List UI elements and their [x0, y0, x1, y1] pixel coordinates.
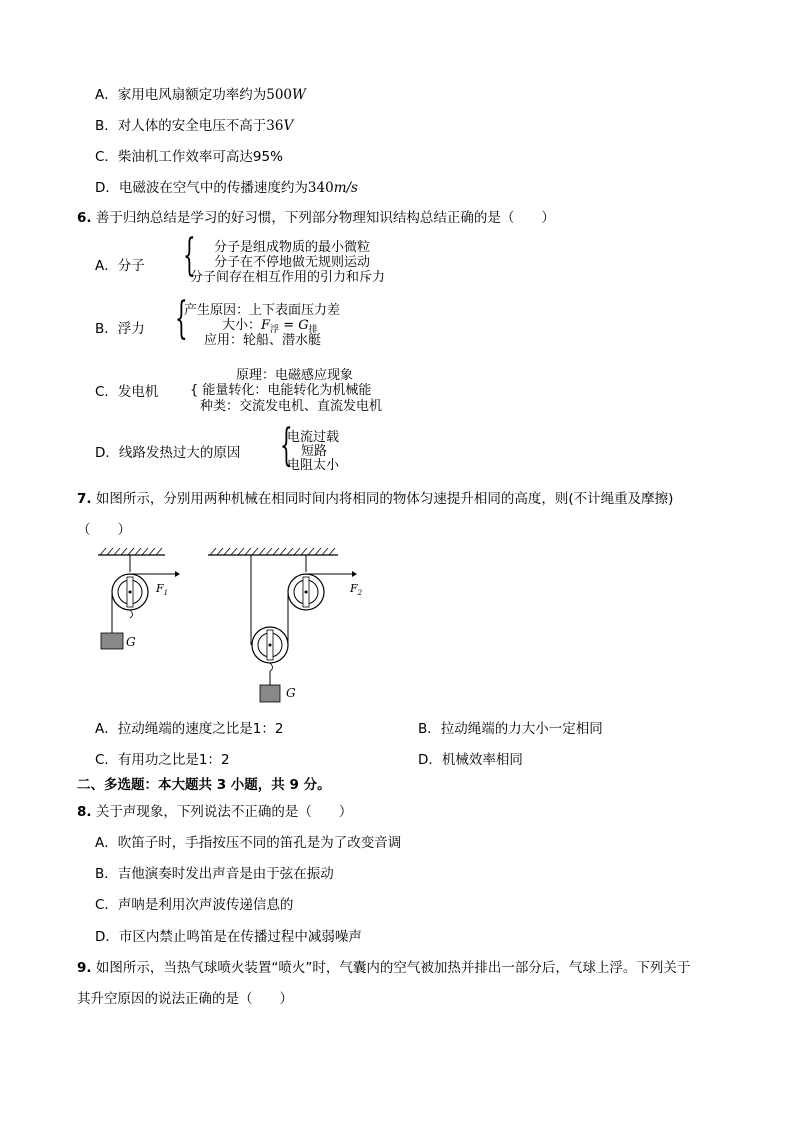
section-multi-choice-heading: 二、多选题：本大题共 3 小题，共 9 分。 [77, 777, 331, 793]
pulley-left-axle [129, 591, 132, 594]
weight-block-right [260, 685, 280, 702]
hook-left [130, 610, 133, 618]
q8-option-b: B．吉他演奏时发出声音是由于弦在振动 [95, 866, 334, 882]
q5-option-b-text: B．对人体的安全电压不高于 [95, 118, 267, 134]
q6-b-g: G [298, 318, 309, 333]
q6-option-d-label: D．线路发热过大的原因 [95, 445, 241, 461]
q6-c-line1: 原理：电磁感应现象 [236, 368, 354, 383]
q6-a-brace: { [183, 230, 196, 281]
q6-c-line2-text: 能量转化：电能转化为机械能 [202, 383, 372, 398]
q6-number: 6. [77, 210, 92, 226]
q6-c-line3: 种类：交流发电机、直流发电机 [200, 399, 383, 414]
q7-option-a: A．拉动绳端的速度之比是1：2 [95, 721, 284, 737]
q6-b-f: F [261, 318, 271, 333]
q9-stem-line1 [77, 956, 690, 976]
q6-b-g-sub: 排 [308, 325, 318, 335]
label-f2: $F_2$ [350, 582, 363, 597]
q7-option-c: C．有用功之比是1：2 [95, 752, 230, 768]
q6-b-line2-prefix: 大小： [222, 318, 262, 333]
q5-option-a-unit: W [292, 87, 306, 103]
q9-stem-text1: 如图所示，当热气球喷火装置“喷火”时，气囊内的空气被加热并排出一部分后，气球上浮。下列关于 [95, 960, 691, 976]
q7-paren: （ ） [77, 522, 131, 538]
q6-a-line1: 分子是组成物质的最小微粒 [214, 240, 371, 255]
q5-option-c: C．柴油机工作效率可高达95% [95, 149, 283, 165]
q6-b-eq: = [279, 318, 299, 333]
q6-b-f-sub: 浮 [270, 325, 280, 335]
q9-number: 9. [77, 960, 92, 976]
q6-d-line3: 电阻太小 [287, 458, 340, 473]
q6-b-line3: 应用：轮船、潜水艇 [204, 333, 322, 348]
q8-option-c: C．声呐是利用次声波传递信息的 [95, 897, 294, 913]
q6-d-line1: 电流过载 [287, 430, 340, 445]
ceiling-left-hatch [100, 548, 162, 555]
q6-d-line2: 短路 [301, 444, 328, 459]
q5-option-b [95, 114, 293, 134]
q5-option-d-unit: m/s [333, 180, 358, 196]
q5-option-a [95, 83, 306, 103]
weight-block-left [101, 633, 123, 649]
q8-number: 8. [77, 804, 92, 820]
q6-option-b-label: B．浮力 [95, 321, 145, 337]
q6-a-line3: 分子间存在相互作用的引力和斥力 [190, 270, 386, 285]
q8-option-d: D．市区内禁止鸣笛是在传播过程中减弱噪声 [95, 929, 362, 945]
q8-stem [77, 800, 352, 820]
q6-stem [77, 206, 555, 226]
q5-option-a-text: A．家用电风扇额定功率约为 [95, 87, 267, 103]
q8-option-a: A．吹笛子时，手指按压不同的笛孔是为了改变音调 [95, 835, 402, 851]
q8-stem-text: 关于声现象，下列说法不正确的是（ ） [95, 804, 353, 820]
arrow-f1 [175, 571, 180, 577]
q5-option-a-value: 500 [266, 87, 293, 103]
q5-option-d-text: D．电磁波在空气中的传播速度约为 [95, 180, 308, 196]
movable-pulley-axle [269, 644, 272, 647]
q5-option-b-value: 36 [266, 118, 284, 134]
q5-option-b-unit: V [283, 118, 294, 134]
q6-stem-text: 善于归纳总结是学习的好习惯，下列部分物理知识结构总结正确的是（ ） [95, 210, 555, 226]
q6-c-line2: { 能量转化：电能转化为机械能 [190, 383, 372, 398]
hook-right [270, 663, 273, 671]
q5-option-d [95, 176, 358, 196]
label-f1: $F_1$ [156, 582, 169, 597]
q7-stem [77, 487, 673, 507]
label-g-left: G [126, 635, 136, 649]
q6-b-brace: { [175, 293, 188, 344]
q7-number: 7. [77, 491, 92, 507]
q7-option-d: D．机械效率相同 [418, 752, 523, 768]
q5-option-d-value: 340 [307, 180, 334, 196]
q6-option-c-label: C．发电机 [95, 384, 159, 400]
label-g-right: G [286, 686, 296, 700]
q6-option-a-label: A．分子 [95, 258, 145, 274]
q6-d-brace: { [280, 420, 293, 471]
q7-option-b: B．拉动绳端的力大小一定相同 [418, 721, 603, 737]
q7-pulley-figure [90, 545, 420, 710]
q7-stem-text: 如图所示，分别用两种机械在相同时间内将相同的物体匀速提升相同的高度，则(不计绳重及摩擦) [95, 491, 674, 507]
pulley-right-axle [305, 591, 308, 594]
q6-b-line1: 产生原因：上下表面压力差 [184, 303, 341, 318]
q6-a-line2: 分子在不停地做无规则运动 [214, 255, 371, 270]
arrow-f2 [352, 571, 357, 577]
ceiling-right-hatch [210, 548, 335, 555]
q9-stem-line2: 其升空原因的说法正确的是（ ） [77, 991, 293, 1007]
